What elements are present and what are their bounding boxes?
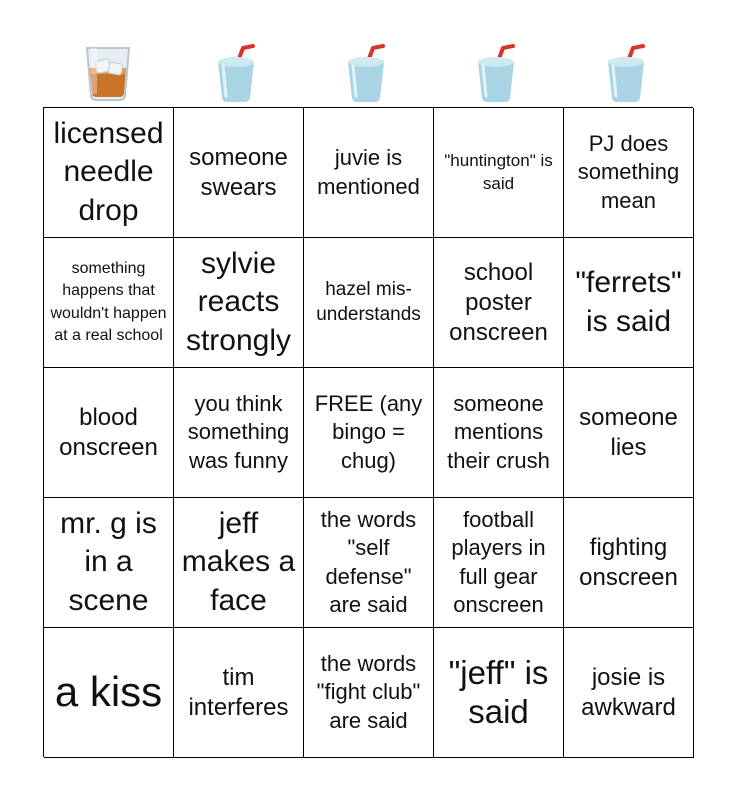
cup-with-straw-icon	[603, 42, 653, 104]
header-cell-1	[43, 40, 173, 106]
bingo-cell-r3c1[interactable]: blood onscreen	[44, 368, 174, 498]
bingo-cell-r5c3[interactable]: the words "fight club" are said	[304, 628, 434, 758]
bingo-cell-r2c5[interactable]: "ferrets" is said	[564, 238, 694, 368]
bingo-cell-r4c1[interactable]: mr. g is in a scene	[44, 498, 174, 628]
header-cell-2	[173, 40, 303, 106]
bingo-cell-r3c2[interactable]: you think something was funny	[174, 368, 304, 498]
bingo-cell-r5c4[interactable]: "jeff" is said	[434, 628, 564, 758]
header-cell-3	[303, 40, 433, 106]
bingo-cell-r4c4[interactable]: football players in full gear onscreen	[434, 498, 564, 628]
bingo-grid	[43, 107, 693, 757]
cup-with-straw-icon	[343, 42, 393, 104]
bingo-cell-r3c5[interactable]: someone lies	[564, 368, 694, 498]
bingo-cell-r1c4[interactable]: "huntington" is said	[434, 108, 564, 238]
bingo-cell-r2c1[interactable]: something happens that wouldn't happen at a real school	[44, 238, 174, 368]
bingo-cell-r4c2[interactable]: jeff makes a face	[174, 498, 304, 628]
bingo-cell-r3c4[interactable]: someone mentions their crush	[434, 368, 564, 498]
bingo-cell-r5c5[interactable]: josie is awkward	[564, 628, 694, 758]
header-cell-4	[433, 40, 563, 106]
bingo-cell-r1c5[interactable]: PJ does something mean	[564, 108, 694, 238]
bingo-cell-r1c1[interactable]: licensed needle drop	[44, 108, 174, 238]
cup-with-straw-icon	[213, 42, 263, 104]
header-cell-5	[563, 40, 693, 106]
whiskey-glass-icon	[82, 44, 134, 102]
bingo-cell-r2c3[interactable]: hazel mis-understands	[304, 238, 434, 368]
cup-with-straw-icon	[473, 42, 523, 104]
bingo-cell-r4c3[interactable]: the words "self defense" are said	[304, 498, 434, 628]
bingo-header	[43, 40, 693, 106]
bingo-cell-r3c3[interactable]: FREE (any bingo = chug)	[304, 368, 434, 498]
bingo-cell-r5c1[interactable]: a kiss	[44, 628, 174, 758]
bingo-cell-r1c2[interactable]: someone swears	[174, 108, 304, 238]
bingo-cell-r2c2[interactable]: sylvie reacts strongly	[174, 238, 304, 368]
bingo-cell-r1c3[interactable]: juvie is mentioned	[304, 108, 434, 238]
bingo-cell-r2c4[interactable]: school poster onscreen	[434, 238, 564, 368]
bingo-cell-r4c5[interactable]: fighting onscreen	[564, 498, 694, 628]
bingo-cell-r5c2[interactable]: tim interferes	[174, 628, 304, 758]
